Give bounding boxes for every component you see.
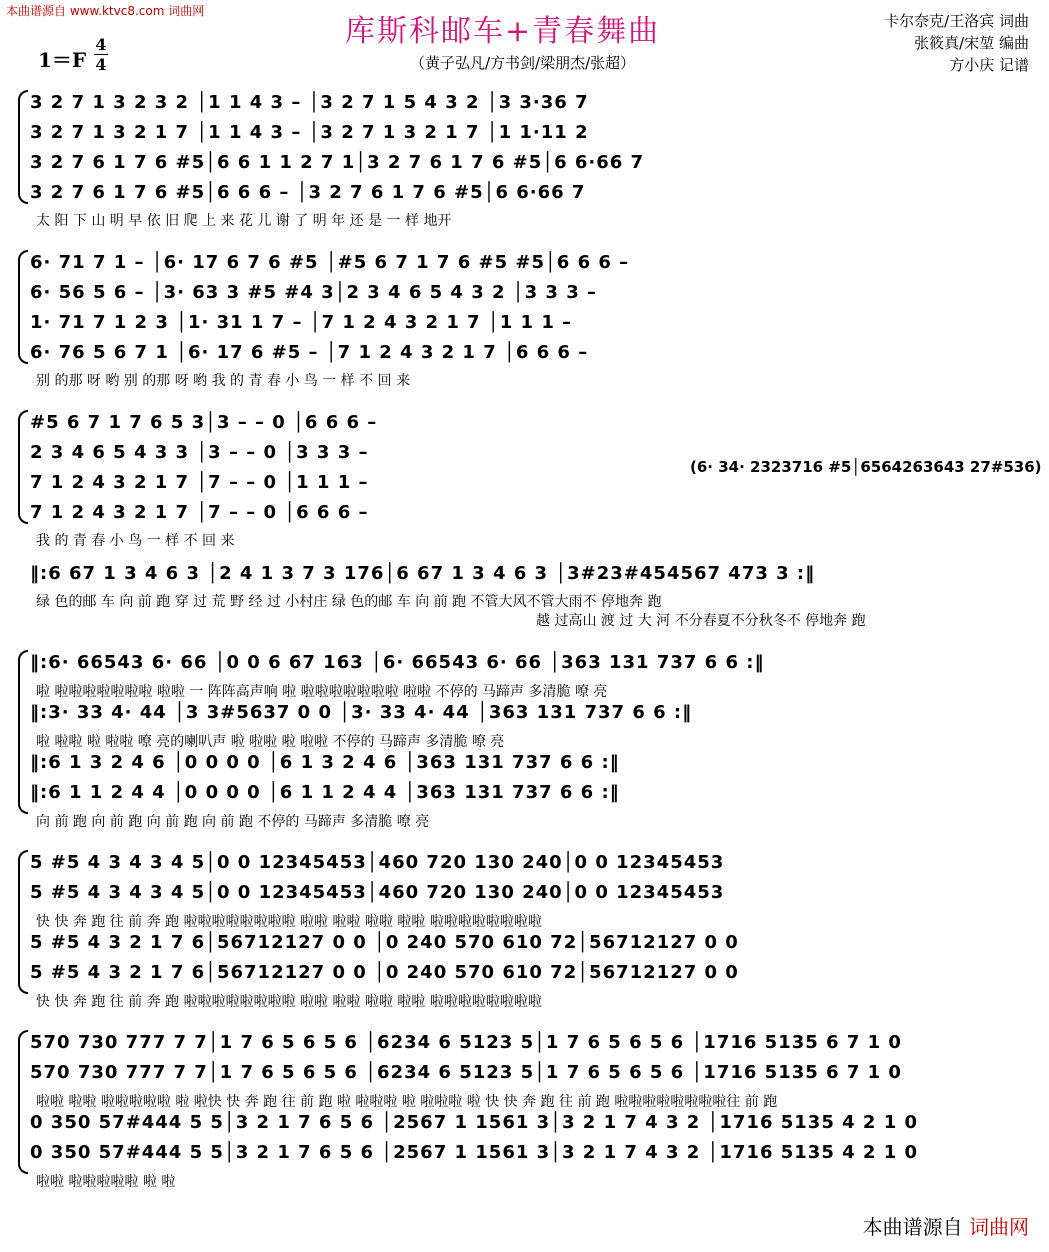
system-6-lyric-2: 快 快 奔 跑 往 前 奔 跑 啦啦啦啦啦啦啦啦 啦啦 啦啦 啦啦 啦啦 啦啦啦啦啦啦啦啦 bbox=[36, 994, 542, 1010]
system-4-row-1: ‖:6 67 1 3 4 6 3 │2 4 1 3 7 3 176│6 67 1 3 4 6 3 │3#23#454567 473 3 :‖ bbox=[30, 563, 816, 584]
system-3-aside: (6· 34· 2323716 #5│6564263643 27#536) bbox=[690, 458, 1042, 476]
system-1-row-4: 3 2 7 6 1 7 6 #5│6 6 6 – │3 2 7 6 1 7 6 #5│6 6·66 7 bbox=[30, 182, 586, 203]
system-7-row-1: 570 730 777 7 7│1 7 6 5 6 5 6 │6234 6 5123 5│1 7 6 5 6 5 6 │1716 5135 6 7 1 0 bbox=[30, 1032, 902, 1053]
footer-site-name: 词曲网 bbox=[969, 1215, 1029, 1239]
system-3-row-2: 2 3 4 6 5 4 3 3 │3 – – 0 │3 3 3 – bbox=[30, 442, 369, 463]
system-1-row-3: 3 2 7 6 1 7 6 #5│6 6 1 1 2 7 1│3 2 7 6 1 7 6 #5│6 6·66 7 bbox=[30, 152, 645, 173]
credit-arranger: 张筱真/宋堃 编曲 bbox=[914, 34, 1029, 52]
performers: （黄子弘凡/方书剑/梁朋杰/张超） bbox=[410, 54, 636, 72]
system-6-row-2: 5 #5 4 3 4 3 4 5│0 0 12345453│460 720 130 240│0 0 12345453 bbox=[30, 882, 725, 903]
system-2-row-3: 1· 71 7 1 2 3 │1· 31 1 7 – │7 1 2 4 3 2 1 7 │1 1 1 – bbox=[30, 312, 573, 333]
system-7-row-2: 570 730 777 7 7│1 7 6 5 6 5 6 │6234 6 5123 5│1 7 6 5 6 5 6 │1716 5135 6 7 1 0 bbox=[30, 1062, 902, 1083]
key-signature: 1＝F bbox=[38, 48, 87, 72]
system-1-row-2: 3 2 7 1 3 2 1 7 │1 1 4 3 – │3 2 7 1 3 2 1 7 │1 1·11 2 bbox=[30, 122, 589, 143]
system-6-row-3: 5 #5 4 3 2 1 7 6│56712127 0 0 │0 240 570 610 72│56712127 0 0 bbox=[30, 932, 739, 953]
meter-top: 4 bbox=[95, 35, 107, 54]
meter-bottom: 4 bbox=[95, 55, 107, 74]
system-6-lyric-1: 快 快 奔 跑 往 前 奔 跑 啦啦啦啦啦啦啦啦 啦啦 啦啦 啦啦 啦啦 啦啦啦啦啦啦啦啦 bbox=[36, 914, 542, 930]
system-4-lyric-2: 越 过高山 渡 过 大 河 不分春夏不分秋冬不 停地奔 跑 bbox=[536, 613, 866, 629]
system-6-row-4: 5 #5 4 3 2 1 7 6│56712127 0 0 │0 240 570 610 72│56712127 0 0 bbox=[30, 962, 739, 983]
credit-composer: 卡尔奈克/王洛宾 词曲 bbox=[884, 12, 1029, 30]
system-1-row-1: 3 2 7 1 3 2 3 2 │1 1 4 3 – │3 2 7 1 5 4 3 2 │3 3·36 7 bbox=[30, 92, 589, 113]
system-5-lyric-3: 向 前 跑 向 前 跑 向 前 跑 向 前 跑 不停的 马蹄声 多清脆 嘹 亮 bbox=[36, 814, 430, 830]
system-3-row-4: 7 1 2 4 3 2 1 7 │7 – – 0 │6 6 6 – bbox=[30, 502, 369, 523]
footer-source bbox=[863, 1211, 1029, 1240]
system-7-lyric-1: 啦啦 啦啦 啦啦啦啦啦 啦 啦快 快 奔 跑 往 前 跑 啦 啦啦啦 啦 啦啦啦 啦 快 快 奔 跑 往 前 跑 啦啦啦啦啦啦啦啦往 前 跑 bbox=[36, 1094, 778, 1110]
system-3-row-3: 7 1 2 4 3 2 1 7 │7 – – 0 │1 1 1 – bbox=[30, 472, 369, 493]
system-2-row-4: 6· 76 5 6 7 1 │6· 17 6 #5 – │7 1 2 4 3 2 1 7 │6 6 6 – bbox=[30, 342, 589, 363]
watermark-top: 本曲谱源自 www.ktvc8.com 词曲网 bbox=[6, 4, 205, 18]
system-7-lyric-2: 啦啦 啦啦啦啦啦 啦 啦 bbox=[36, 1174, 176, 1190]
system-5-lyric-1: 啦 啦啦啦啦啦啦啦 啦啦 一 阵阵高声响 啦 啦啦啦啦啦啦啦 啦啦 不停的 马蹄声 多清脆 嘹 亮 bbox=[36, 684, 608, 700]
system-5-row-1: ‖:6· 66543 6· 66 │0 0 6 67 163 │6· 66543 6· 66 │363 131 737 6 6 :‖ bbox=[30, 652, 765, 673]
system-5-row-4: ‖:6 1 1 2 4 4 │0 0 0 0 │6 1 1 2 4 4 │363 131 737 6 6 :‖ bbox=[30, 782, 620, 803]
system-5-lyric-2: 啦 啦啦 啦 啦啦 嘹 亮的喇叭声 啦 啦啦 啦 啦啦 不停的 马蹄声 多清脆 嘹 亮 bbox=[36, 734, 505, 750]
credit-transcriber: 方小庆 记谱 bbox=[949, 56, 1029, 74]
system-3-row-1: #5 6 7 1 7 6 5 3│3 – – 0 │6 6 6 – bbox=[30, 412, 378, 433]
system-1-lyric: 太 阳 下 山 明 早 依 旧 爬 上 来 花 儿 谢 了 明 年 还 是 一 样 地开 bbox=[36, 213, 452, 229]
footer-source-text: 本曲谱源自 bbox=[862, 1215, 963, 1239]
system-2-lyric: 别 的那 呀 哟 别 的那 呀 哟 我 的 青 春 小 鸟 一 样 不 回 来 bbox=[36, 373, 411, 389]
system-5-row-2: ‖:3· 33 4· 44 │3 3#5637 0 0 │3· 33 4· 44 │363 131 737 6 6 :‖ bbox=[30, 702, 693, 723]
song-title: 库斯科邮车+青春舞曲 bbox=[345, 14, 661, 49]
system-7-row-4: 0 350 57#444 5 5│3 2 1 7 6 5 6 │2567 1 1561 3│3 2 1 7 4 3 2 │1716 5135 4 2 1 0 bbox=[30, 1142, 919, 1163]
system-7-row-3: 0 350 57#444 5 5│3 2 1 7 6 5 6 │2567 1 1561 3│3 2 1 7 4 3 2 │1716 5135 4 2 1 0 bbox=[30, 1112, 919, 1133]
time-signature bbox=[94, 36, 108, 73]
system-2-row-2: 6· 56 5 6 – │3· 63 3 #5 #4 3│2 3 4 6 5 4 3 2 │3 3 3 – bbox=[30, 282, 598, 303]
system-2-row-1: 6· 71 7 1 – │6· 17 6 7 6 #5 │#5 6 7 1 7 6 #5 #5│6 6 6 – bbox=[30, 252, 630, 273]
system-4-lyric-1: 绿 色的邮 车 向 前 跑 穿 过 荒 野 经 过 小村庄 绿 色的邮 车 向 前 跑 不管大风不管大雨不 停地奔 跑 bbox=[36, 594, 662, 610]
system-5-row-3: ‖:6 1 3 2 4 6 │0 0 0 0 │6 1 3 2 4 6 │363 131 737 6 6 :‖ bbox=[30, 752, 620, 773]
system-6-row-1: 5 #5 4 3 4 3 4 5│0 0 12345453│460 720 130 240│0 0 12345453 bbox=[30, 852, 725, 873]
system-3-lyric: 我 的 青 春 小 鸟 一 样 不 回 来 bbox=[36, 533, 235, 549]
